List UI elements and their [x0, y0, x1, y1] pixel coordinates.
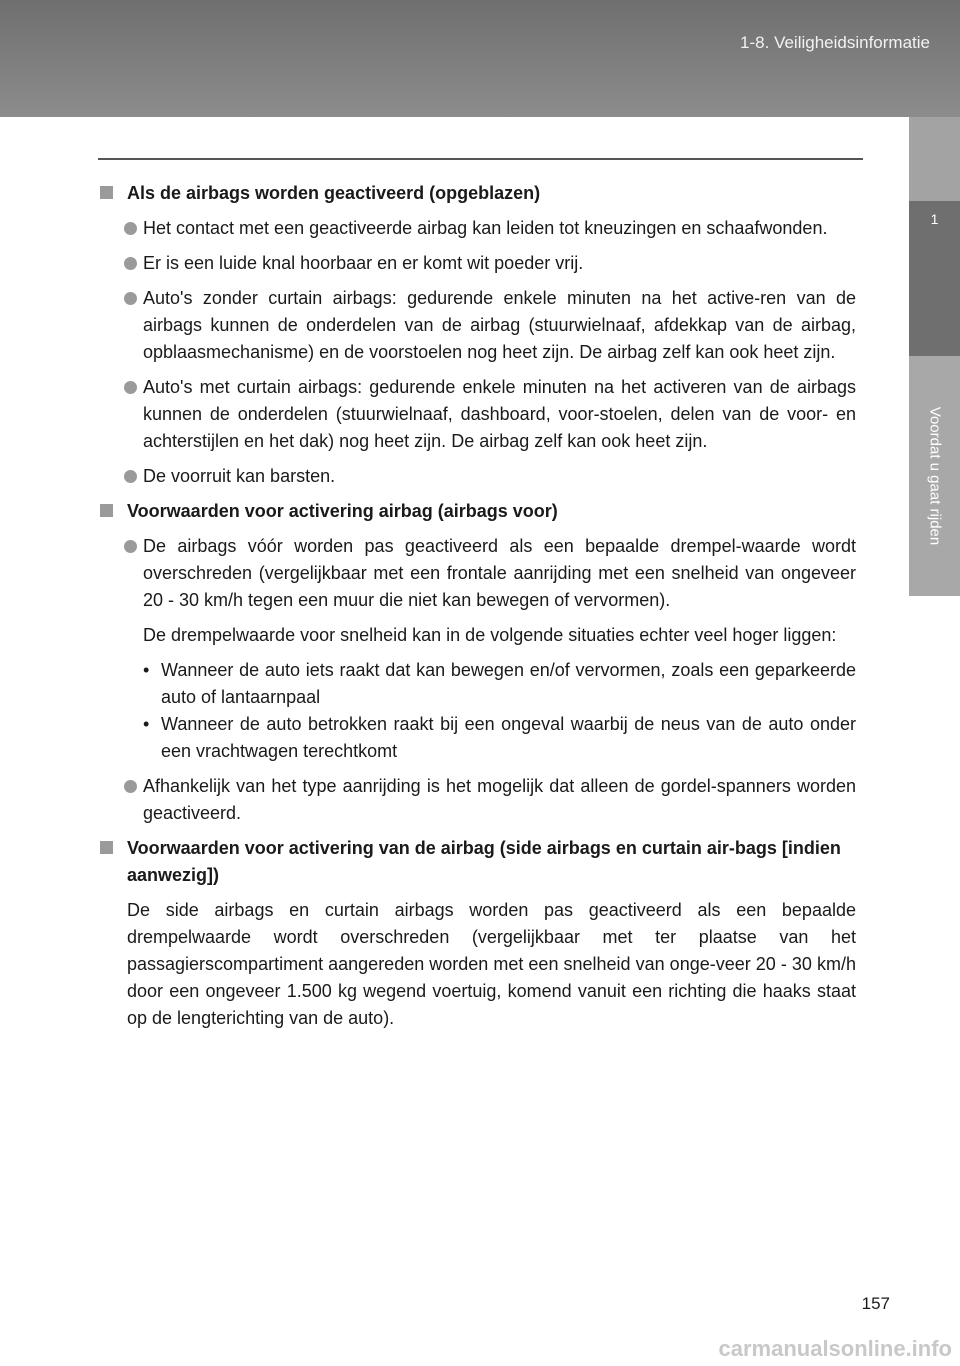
section-title: 1-8. Veiligheidsinformatie	[740, 33, 930, 52]
paragraph: De drempelwaarde voor snelheid kan in de volgende situaties echter veel hoger liggen:	[143, 625, 837, 645]
page-number: 157	[861, 1294, 890, 1313]
sub-list	[100, 657, 856, 765]
sub-item-text: Wanneer de auto betrokken raakt bij een ongeval waarbij de neus van de auto onder een vrachtwagen terechtkomt	[161, 714, 856, 761]
section-heading	[100, 180, 856, 207]
sub-item-text: Wanneer de auto iets raakt dat kan bewegen en/of vervormen, zoals een geparkeerde auto of lantaarnpaal	[161, 660, 856, 707]
sub-list-item: • Wanneer de auto betrokken raakt bij een ongeval waarbij de neus van de auto onder een vrachtwagen terechtkomt	[143, 714, 856, 761]
chapter-tab	[909, 201, 960, 356]
list-item	[100, 250, 856, 277]
item-text: De voorruit kan barsten.	[143, 466, 336, 486]
item-text: Het contact met een geactiveerde airbag kan leiden tot kneuzingen en schaafwonden.	[143, 218, 828, 238]
chapter-label: Voordat u gaat rijden	[926, 406, 943, 546]
chapter-tab-label-strip	[909, 356, 960, 596]
list-item	[100, 215, 856, 242]
circle-bullet-icon	[124, 540, 137, 553]
circle-bullet-icon	[124, 222, 137, 235]
heading-text: Voorwaarden voor activering van de airbag (side airbags en curtain air-bags [indien aanwezig])	[127, 838, 841, 885]
square-bullet-icon	[100, 504, 113, 517]
circle-bullet-icon	[124, 257, 137, 270]
circle-bullet-icon	[124, 780, 137, 793]
chapter-number: 1	[930, 211, 939, 227]
sub-list-item: • Wanneer de auto iets raakt dat kan bewegen en/of vervormen, zoals een geparkeerde auto of lantaarnpaal	[143, 660, 856, 707]
item-text: Auto's met curtain airbags: gedurende enkele minuten na het activeren van de airbags kunnen de onderdelen (stuurwielnaaf, dashboard, voor-stoelen, delen van de voor- en achterstijlen en het dak) nog heet zijn. De airbag zelf kan ook heet zijn.	[143, 377, 856, 451]
list-item	[100, 773, 856, 827]
heading-text: Voorwaarden voor activering airbag (airbags voor)	[127, 501, 558, 521]
item-text: Afhankelijk van het type aanrijding is het mogelijk dat alleen de gordel-spanners worden geactiveerd.	[143, 776, 856, 823]
header-rule	[98, 158, 863, 160]
paragraph: De side airbags en curtain airbags worden pas geactiveerd als een bepaalde drempelwaarde wordt overschreden (vergelijkbaar met ter plaatse van het passagierscompartiment aangereden worden met een snelheid van onge-veer 20 - 30 km/h door een ongeveer 1.500 kg wegend voertuig, komend vanuit een richting die haaks staat op de lengterichting van de auto).	[127, 900, 856, 1028]
item-text: De airbags vóór worden pas geactiveerd als een bepaalde drempel-waarde wordt overschreden (vergelijkbaar met een frontale aanrijding met een snelheid van ongeveer 20 - 30 km/h tegen een muur die niet kan bewegen of vervormen).	[143, 536, 856, 610]
section-heading	[100, 835, 856, 889]
list-item	[100, 533, 856, 614]
list-item	[100, 374, 856, 455]
item-text: Er is een luide knal hoorbaar en er komt wit poeder vrij.	[143, 253, 584, 273]
circle-bullet-icon	[124, 470, 137, 483]
square-bullet-icon	[100, 841, 113, 854]
circle-bullet-icon	[124, 292, 137, 305]
side-tab-top	[909, 117, 960, 201]
square-bullet-icon	[100, 186, 113, 199]
header-band	[0, 0, 960, 117]
heading-text: Als de airbags worden geactiveerd (opgeblazen)	[127, 183, 541, 203]
section-heading	[100, 498, 856, 525]
list-item	[100, 285, 856, 366]
list-item	[100, 463, 856, 490]
circle-bullet-icon	[124, 381, 137, 394]
watermark: carmanualsonline.info	[718, 1336, 952, 1361]
item-text: Auto's zonder curtain airbags: gedurende enkele minuten na het active-ren van de airbags kunnen de onderdelen van de airbag (stuurwielnaaf, afdekkap van de airbag, opblaasmechanisme) en de voorstoelen nog heet zijn. De airbag zelf kan ook heet zijn.	[143, 288, 856, 362]
page-content	[100, 180, 856, 1032]
